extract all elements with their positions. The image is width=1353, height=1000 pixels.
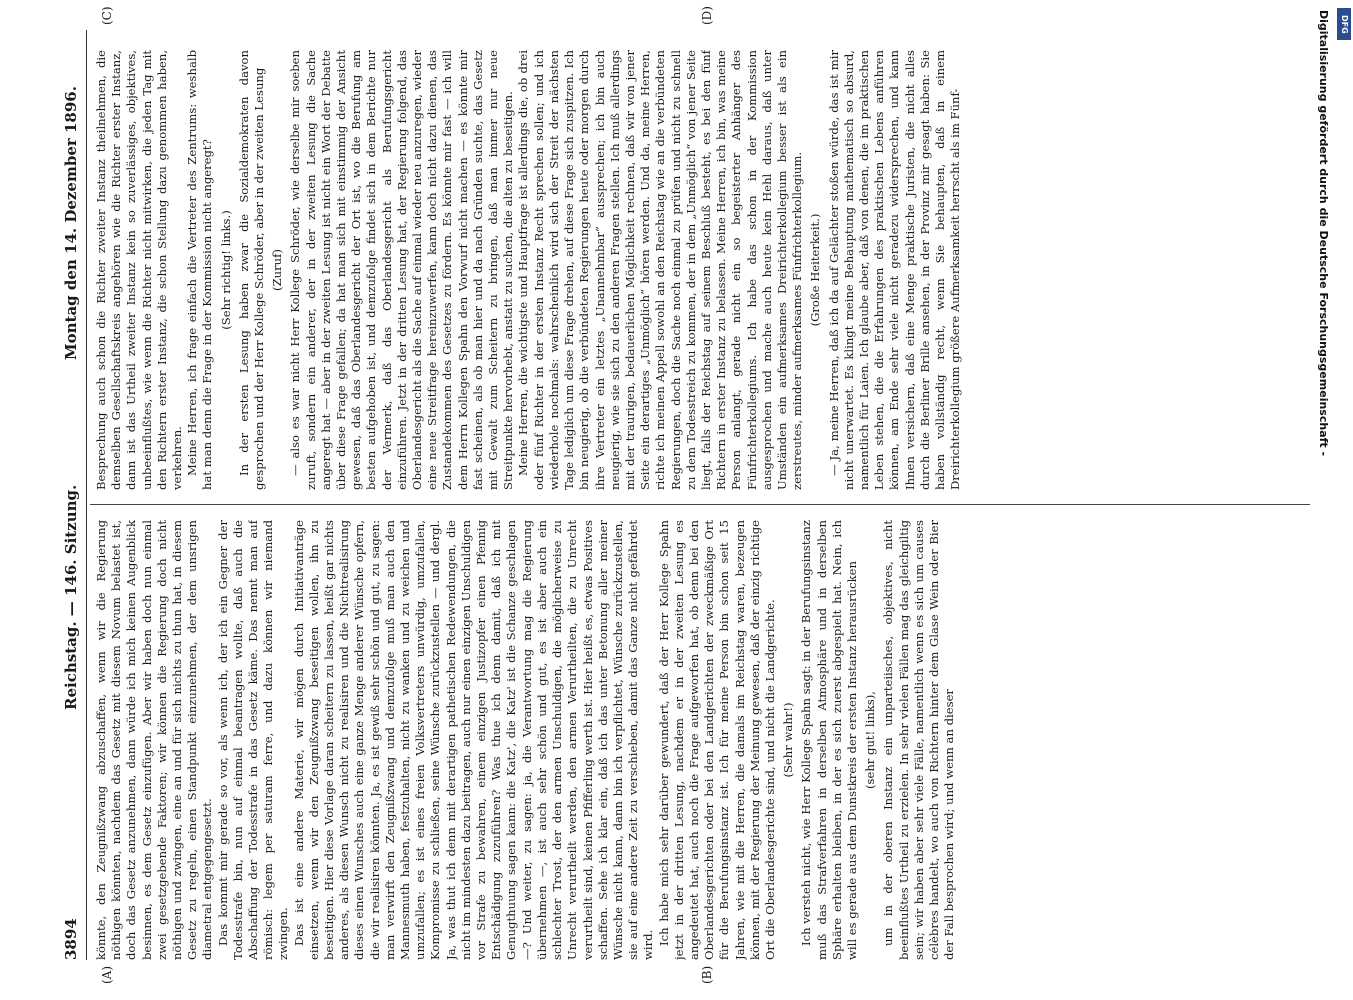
left-paragraph: Ich habe mich sehr darüber gewundert, daß der Herr Kollege Spahn jetzt in der dritten Lesung, nachdem er in der zweiten Lesung es angedeutet hat, auch noch die Frage aufgeworfen hat, ob denn bei den Oberlandesgerichten oder bei den Landgerichten der zweckmäßige Ort für die Berufungsinstanz ist. Ich für meine Person bin schon seit 15 Jahren, wie mit die Herren, die damals im Reichstag waren, bezeugen können, mit der Regierung der Meinung gewesen, daß der einzig richtige Ort die Oberlandesgerichte sind, und nicht die Landgerichte. bbox=[656, 520, 777, 960]
session-title: Reichstag. — 146. Sitzung. bbox=[62, 484, 80, 710]
right-paragraph: Meine Herren, ich frage einfach die Vertreter des Zentrums: weshalb hat man denn die Frage in der Kommission nicht angeregt? bbox=[185, 50, 215, 490]
marker-d: (D) bbox=[700, 6, 714, 25]
left-paragraph: Das kommt mir gerade so vor, als wenn ich, der ich ein Gegner der Todesstrafe bin, nun auf einmal beantragen wollte, daß auch die Abschaffung der Todesstrafe in das Gesetz käme. Das nennt man auf römisch: legem per saturam ferre, und dazu können wir niemand zwingen. bbox=[215, 520, 291, 960]
left-interjection: (Sehr wahr!) bbox=[781, 702, 796, 778]
left-paragraph: Ich versteh nicht, wie Herr Kollege Spahn sagt: in der Berufungsinstanz muß das Strafverfahren in derselben Atmosphäre und in derselben Sphäre erhalten bleiben, in der es sich zuerst abgespielt hat. Nein, ich will es gerade aus dem Dunstkreis der ersten Instanz herausrücken bbox=[799, 520, 859, 960]
right-paragraph: In der ersten Lesung haben zwar die Sozialdemokraten davon gesprochen und der Herr Kollege Schröder, aber in der zweiten Lesung bbox=[236, 50, 267, 490]
right-interjection: (Zuruf) bbox=[270, 249, 285, 291]
marker-c: (C) bbox=[100, 6, 114, 25]
left-column bbox=[94, 520, 1304, 960]
left-paragraph: Das ist eine andere Materie, wir mögen durch Initiativanträge einsetzen, wenn wir den Zeugnißzwang beseitigen wollen, ihn zu beseitigen. Hier diese Vorlage daran scheitern zu lassen, heißt gar nichts anderes, als diesen Wunsch nicht zu realisiren und die Nichtrealisirung dieses einen Wunsches auch eine ganze Menge anderer Wünsche opfern, die wir realisiren könnten. Ja, es ist gewiß sehr schön und gut, zu sagen: man verwirft den Zeugnißzwang und demzufolge muß man auch den Mannesmuth haben, festzuhalten, nicht zu wanken und zu weichen und umzufallen; es ist eines freien Volksvertreters unwürdig, umzufallen, Kompromisse zu schließen, seine Wünsche zurückzustellen — und dergl. Ja, was thut ich denn mit derartigen pathetischen Redewendungen, die nicht im mindesten dazu beitragen, auch nur einen einzigen Unschuldigen vor Strafe zu bewahren, einem einzigen Justizopfer einen Pfennig Entschädigung zuzuführen? Was thue ich denn damit, daß ich mit Genugthuung sagen kann: die Katz', die Katz' ist die Schanze geschlagen —? Und weiter, zu sagen: ja, die Verantwortung mag die Regierung übernehmen —, ist auch sehr schön und gut, es ist aber auch ein schlechter Trost, der den armen Unschuldigen, die möglicherweise zu Unrecht verurtheilt werden, den armen Verurtheilten, die zu Unrecht verurtheilt sind, keinen Pfifferling werth ist. Hier heißt es, etwas Positives schaffen. Sehe ich klar ein, daß ich das unter Betonung aller meiner Wünsche nicht kann, dann bin ich verpflichtet, Wünsche zurückzustellen, sie auf eine andere Zeit zu verschieben, damit das Ganze nicht gefährdet wird. bbox=[291, 520, 656, 960]
session-date: Montag den 14. Dezember 1896. bbox=[62, 86, 80, 360]
left-paragraph: könnte, den Zeugnißzwang abzuschaffen, wenn wir die Regierung nöthigen könnten, nachdem das Gesetz mit diesem Novum belastet ist, doch das Gesetz anzunehmen, dann würde ich mich keinen Augenblick besinnen, es dem Gesetz einzufügen. Aber wir haben doch nun einmal zwei gesetzgebende Faktoren; wir können die Regierung doch nicht nöthigen und zwingen, eine an und für sich nichts zu thun hat, in diesem Gesetz zu regeln, einen Standpunkt einzunehmen, der dem unsrigen diametral entgegengesetzt. bbox=[94, 520, 215, 960]
right-paragraph: — Ja, meine Herren, daß ich da auf Gelächter stoßen würde, das ist mir nicht unerwartet. Es klingt meine Behauptung mathematisch so absurd, namentlich für Laien. Ich glaube aber, daß von denen, die im praktischen Leben stehen, die die Erfahrungen des praktischen Lebens anführen können, am Ende sehr viele nicht geradezu widersprechen, und kann Ihnen versichern, daß eine Menge praktische Juristen, die nicht alles durch die Berliner Brille ansehen, in der Provinz mir gesagt haben: Sie haben vollständig recht, wenn Sie behaupten, daß in einem Dreirichterkollegium größere Aufmerksamkeit herrscht als im Fünf- bbox=[826, 50, 963, 490]
left-interjection: (sehr gut! links), bbox=[863, 691, 878, 789]
right-interjection: (Sehr richtig! links.) bbox=[218, 210, 233, 330]
dfg-logo: DFG bbox=[1337, 8, 1351, 40]
column-divider bbox=[90, 504, 1310, 505]
marker-a: (A) bbox=[100, 965, 114, 984]
page-inner bbox=[60, 6, 1320, 984]
right-paragraph: — also es war nicht Herr Kollege Schröder, wie derselbe mir soeben zuruft, sondern ein anderer, der in der zweiten Lesung die Sache angeregt hat — aber in der zweiten Lesung ist nicht ein Wort der Debatte über diese Frage gefallen; da hat man sich mit einstimmig der Ansicht gewesen, daß das Oberlandesgericht der Ort ist, wo die Berufung am besten aufgehoben ist, und demzufolge findet sich in dem Berichte nur der Vermerk, daß das Oberlandesgericht als Berufungsgericht einzuführen. Jetzt in der dritten Lesung hat, der Regierung folgend, das Oberlandesgericht als die Sache auf einmal wieder neu anzuregen, wieder eine neue Streitfrage hereinzuwerfen, kann doch nicht dazu dienen, das Zustandekommen des Gesetzes zu fördern. Es könnte mir fast — ich will dem Herrn Kollegen Spahn den Vorwurf nicht machen — es könnte mir fast scheinen, als ob man hier und da nach Gründen suchte, das Gesetz mit Gewalt zum Scheitern zu bringen, daß man immer nur neue Streitpunkte hervorhebt, anstatt zu suchen, die alten zu beseitigen. bbox=[288, 50, 516, 490]
page-header bbox=[60, 30, 87, 960]
digitization-credit: Digitalisierung gefördert durch die Deutsche Forschungsgemeinschaft - bbox=[1317, 10, 1330, 457]
right-paragraph: Meine Herren, die wichtigste und Hauptfrage ist allerdings die, ob drei oder fünf Richter in der ersten Instanz Recht sprechen sollen; und ich wiederhole nochmals: wahrscheinlich wird sich der Streit der nächsten Tage lediglich um diese Frage drehen, auf diese Frage sich zuspitzen. Ich bin neugierig, ob die verbündeten Regierungen heute oder morgen durch ihre Vertreter ein letztes „Unannehmbar“ aussprechen; ich bin auch neugierig, wie sie sich zu den anderen Fragen stellen. Ich muß allerdings mit der traurigen, bedauerlichen Möglichkeit rechnen, daß wir von jener Seite ein derartiges „Unmöglich“ hören werden. Und da, meine Herren, richte ich meinen Appell sowohl an den Reichstag wie an die verbündeten Regierungen, doch die Sache noch einmal zu prüfen und nicht zu schnell zu dem Todesstreich zu kommen, der in dem „Unmöglich“ von jener Seite liegt, falls der Reichstag auf seinem Beschluß besteht, es bei den fünf Richtern in erster Instanz zu belassen. Meine Herren, ich bin, was meine Person anlangt, gerade nicht ein so begeisterter Anhänger des Fünfrichterkollegiums. Ich habe das schon in der Kommission ausgesprochen und mache auch heute kein Hehl daraus, daß unter Umständen ein aufmerksames Dreirichterkollegium besser ist als ein zerstreutes, minder aufmerksames Fünfrichterkollegium. bbox=[516, 50, 805, 490]
page-number: 3894 bbox=[62, 918, 80, 960]
left-paragraph: um in der oberen Instanz ein unparteiisches, objektives, nicht beeinflußtes Urtheil zu erzielen. In sehr vielen Fällen mag das gleichgiltig sein; wir haben aber sehr viele Fälle, namentlich wenn es sich um causes célèbres handelt, wo auch von Richtern hinter dem Glase Wein oder Bier der Fall besprochen wird; und wenn an dieser bbox=[881, 520, 957, 960]
right-interjection: (Große Heiterkeit.) bbox=[808, 213, 823, 327]
right-column bbox=[94, 50, 1304, 490]
rotated-page bbox=[60, 6, 1320, 984]
right-paragraph: Besprechung auch schon die Richter zweiter Instanz theilnehmen, die demselben Gesellschaftskreis angehören wie die Richter erster Instanz, dann ist das Urtheil zweiter Instanz kein so zuverlässiges, objektives, unbeeinflußtes, wie wenn die Richter nicht mitwirken, die jeden Tag mit den Richtern erster Instanz, die schon Stellung dazu genommen haben, verkehren. bbox=[94, 50, 185, 490]
marker-b: (B) bbox=[700, 965, 714, 984]
